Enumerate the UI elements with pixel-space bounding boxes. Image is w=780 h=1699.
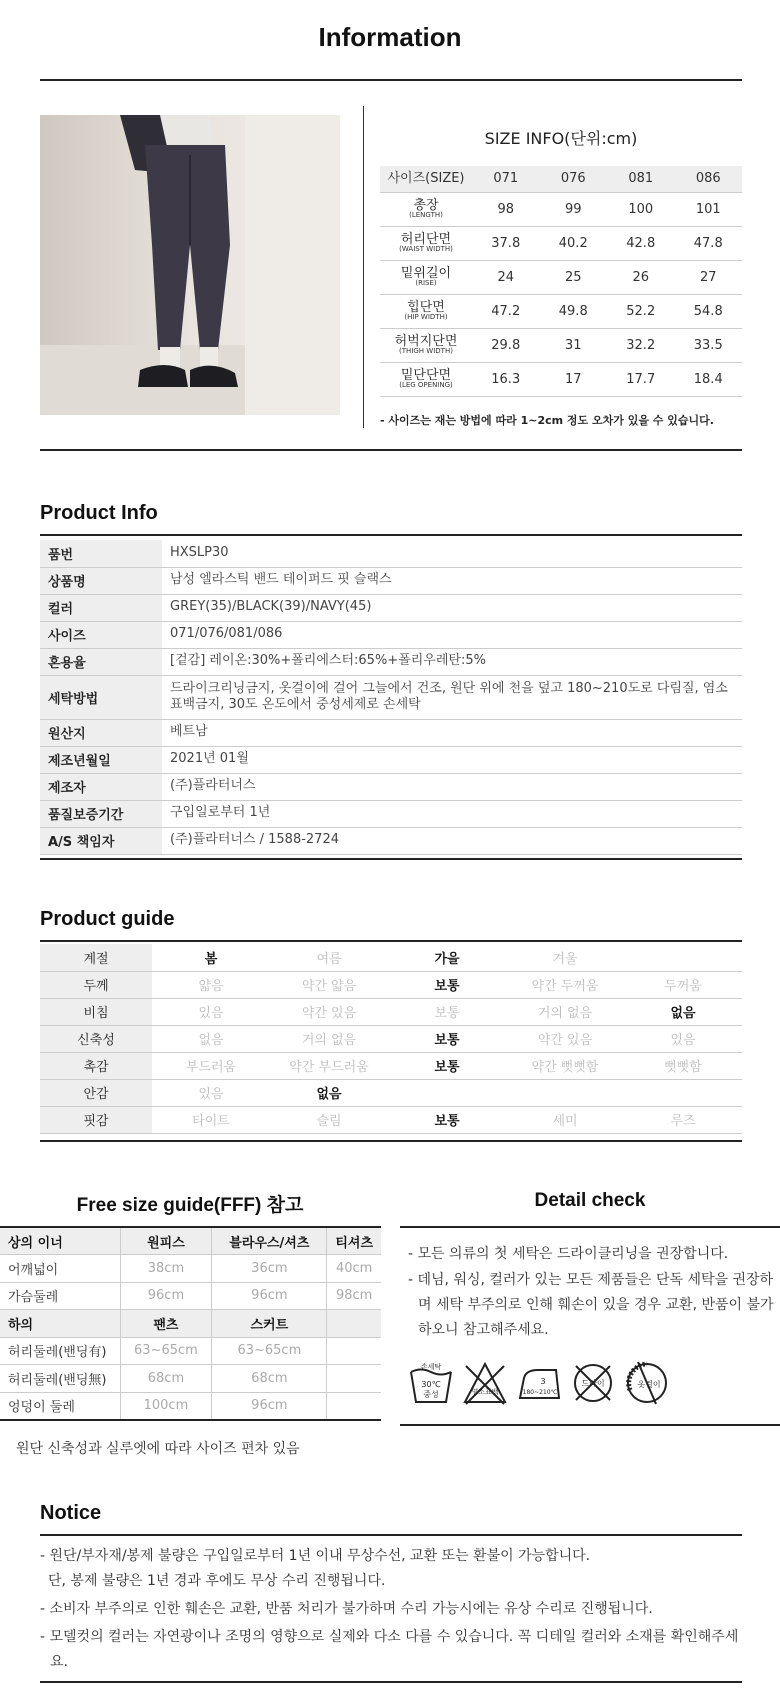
info-row bbox=[40, 594, 742, 621]
info-value: (주)플라터너스 / 1588-2724 bbox=[162, 827, 742, 854]
guide-row bbox=[40, 944, 742, 971]
size-row bbox=[380, 226, 742, 260]
guide-key: 신축성 bbox=[40, 1025, 152, 1052]
guide-key: 촉감 bbox=[40, 1052, 152, 1079]
divider bbox=[40, 940, 742, 942]
info-key: 제조년월일 bbox=[40, 746, 162, 773]
size-info-title: SIZE INFO(단위:cm) bbox=[484, 129, 638, 148]
size-row bbox=[380, 328, 742, 362]
size-value: 17.7 bbox=[607, 362, 675, 396]
size-col: 081 bbox=[607, 166, 675, 192]
info-value: 071/076/081/086 bbox=[162, 621, 742, 648]
size-value: 47.8 bbox=[675, 226, 743, 260]
free-size-value: 98cm bbox=[327, 1282, 381, 1310]
guide-option: 얇음 bbox=[152, 971, 270, 998]
free-size-value: 스커트 bbox=[212, 1310, 327, 1338]
free-size-table bbox=[0, 1226, 381, 1421]
divider bbox=[40, 1681, 742, 1683]
free-size-value: 96cm bbox=[212, 1392, 327, 1420]
info-row bbox=[40, 800, 742, 827]
free-size-label: 가슴둘레 bbox=[0, 1282, 120, 1310]
wash-label: 30℃ bbox=[421, 1380, 441, 1389]
free-size-row bbox=[0, 1365, 381, 1393]
free-size-title: Free size guide(FFF) 참고 bbox=[76, 1195, 304, 1216]
info-value: 구입일로부터 1년 bbox=[162, 800, 742, 827]
notice-item: - 원단/부자재/봉제 불량은 구입일로부터 1년 이내 무상수선, 교환 또는 환불이 가능합니다. bbox=[40, 1548, 591, 1564]
guide-option: 세미 bbox=[506, 1106, 624, 1133]
guide-option: 있음 bbox=[152, 998, 270, 1025]
free-size-value: 68cm bbox=[212, 1365, 327, 1393]
guide-key: 두께 bbox=[40, 971, 152, 998]
free-size-value: 블라우스/셔츠 bbox=[212, 1227, 327, 1255]
free-size-label: 허리둘레(밴딩有) bbox=[0, 1337, 120, 1365]
guide-option: 부드러움 bbox=[152, 1052, 270, 1079]
measure-label-en: (LENGTH) bbox=[409, 211, 443, 220]
guide-option: 약간 두꺼움 bbox=[506, 971, 624, 998]
info-value: 드라이크리닝금지, 옷걸이에 걸어 그늘에서 건조, 원단 위에 천을 덮고 180~210도로 다림질, 염소 표백금지, 30도 온도에서 중성세제로 손세탁 bbox=[162, 675, 742, 719]
guide-option bbox=[624, 944, 742, 971]
free-size-value: 36cm bbox=[212, 1255, 327, 1283]
divider bbox=[40, 449, 742, 451]
guide-option: 보통 bbox=[388, 1106, 506, 1133]
free-size-value bbox=[327, 1365, 381, 1393]
info-row bbox=[40, 648, 742, 675]
guide-option bbox=[506, 1079, 624, 1106]
measure-label-en: (RISE) bbox=[415, 279, 437, 288]
free-size-note: 원단 신축성과 실루엣에 따라 사이즈 편차 있음 bbox=[16, 1441, 300, 1457]
size-col: 071 bbox=[472, 166, 540, 192]
size-value: 49.8 bbox=[540, 294, 608, 328]
guide-key: 계절 bbox=[40, 944, 152, 971]
divider bbox=[40, 1140, 742, 1142]
notice-title: Notice bbox=[40, 1502, 102, 1524]
product-guide-title: Product guide bbox=[40, 908, 175, 930]
wash-label: 손세탁 bbox=[420, 1363, 442, 1371]
size-value: 54.8 bbox=[675, 294, 743, 328]
size-value: 31 bbox=[540, 328, 608, 362]
guide-option: 약간 부드러움 bbox=[270, 1052, 388, 1079]
measure-label: 밑위길이 bbox=[400, 265, 452, 281]
iron-icon bbox=[516, 1360, 562, 1406]
free-size-value bbox=[327, 1392, 381, 1420]
free-size-label: 엉덩이 둘레 bbox=[0, 1392, 120, 1420]
guide-option: 거의 없음 bbox=[506, 998, 624, 1025]
wash-label: 180~210℃ bbox=[522, 1389, 558, 1396]
free-size-header-row bbox=[0, 1310, 381, 1338]
guide-option bbox=[624, 1079, 742, 1106]
size-table bbox=[380, 166, 742, 397]
size-value: 26 bbox=[607, 260, 675, 294]
info-key: 품질보증기간 bbox=[40, 800, 162, 827]
free-size-label: 상의 이너 bbox=[0, 1227, 120, 1255]
info-row bbox=[40, 746, 742, 773]
product-guide-table bbox=[40, 944, 742, 1134]
guide-option: 없음 bbox=[624, 998, 742, 1025]
size-value: 32.2 bbox=[607, 328, 675, 362]
guide-option: 타이트 bbox=[152, 1106, 270, 1133]
free-size-value: 63~65cm bbox=[120, 1337, 212, 1365]
size-value: 40.2 bbox=[540, 226, 608, 260]
measure-label: 허리단면 bbox=[400, 231, 452, 247]
guide-option: 약간 있음 bbox=[270, 998, 388, 1025]
measure-label-en: (WAIST WIDTH) bbox=[399, 245, 453, 254]
information-title: Information bbox=[318, 22, 462, 52]
info-value: 남성 엘라스틱 밴드 테이퍼드 핏 슬랙스 bbox=[162, 567, 742, 594]
free-size-value bbox=[327, 1337, 381, 1365]
guide-option: 있음 bbox=[152, 1079, 270, 1106]
guide-row bbox=[40, 998, 742, 1025]
guide-option: 뻣뻣함 bbox=[624, 1052, 742, 1079]
free-size-value: 40cm bbox=[327, 1255, 381, 1283]
size-value: 27 bbox=[675, 260, 743, 294]
info-row bbox=[40, 719, 742, 746]
free-size-label: 어깨넓이 bbox=[0, 1255, 120, 1283]
size-col: 086 bbox=[675, 166, 743, 192]
free-size-row bbox=[0, 1392, 381, 1420]
free-size-row bbox=[0, 1337, 381, 1365]
free-size-label: 하의 bbox=[0, 1310, 120, 1338]
free-size-header-row bbox=[0, 1227, 381, 1255]
guide-option bbox=[388, 1079, 506, 1106]
free-size-value: 63~65cm bbox=[212, 1337, 327, 1365]
guide-option: 슬림 bbox=[270, 1106, 388, 1133]
free-size-value: 원피스 bbox=[120, 1227, 212, 1255]
info-key: 원산지 bbox=[40, 719, 162, 746]
size-value: 42.8 bbox=[607, 226, 675, 260]
free-size-value: 96cm bbox=[212, 1282, 327, 1310]
guide-option: 보통 bbox=[388, 998, 506, 1025]
size-header-label: 사이즈(SIZE) bbox=[380, 166, 472, 192]
size-value: 25 bbox=[540, 260, 608, 294]
wash-label: 염소표백 bbox=[471, 1388, 499, 1396]
guide-option: 루즈 bbox=[624, 1106, 742, 1133]
product-info-title: Product Info bbox=[40, 502, 158, 524]
info-row bbox=[40, 567, 742, 594]
info-value: 2021년 01월 bbox=[162, 746, 742, 773]
guide-row bbox=[40, 1079, 742, 1106]
wash-label: 드라이 bbox=[581, 1379, 605, 1388]
size-value: 17 bbox=[540, 362, 608, 396]
guide-row bbox=[40, 1025, 742, 1052]
size-value: 100 bbox=[607, 192, 675, 226]
info-key: 사이즈 bbox=[40, 621, 162, 648]
guide-option: 가을 bbox=[388, 944, 506, 971]
info-row bbox=[40, 540, 742, 567]
info-key: 상품명 bbox=[40, 567, 162, 594]
info-row bbox=[40, 773, 742, 800]
guide-key: 비침 bbox=[40, 998, 152, 1025]
vertical-divider bbox=[363, 106, 364, 428]
info-key: A/S 책임자 bbox=[40, 827, 162, 854]
size-row bbox=[380, 260, 742, 294]
free-size-label: 허리둘레(밴딩無) bbox=[0, 1365, 120, 1393]
guide-option: 보통 bbox=[388, 1052, 506, 1079]
measure-label: 총장 bbox=[413, 197, 439, 213]
info-value: [겉감] 레이온:30%+폴리에스터:65%+폴리우레탄:5% bbox=[162, 648, 742, 675]
guide-option: 없음 bbox=[152, 1025, 270, 1052]
wash-label: 옷걸이 bbox=[637, 1380, 661, 1389]
size-value: 16.3 bbox=[472, 362, 540, 396]
size-value: 29.8 bbox=[472, 328, 540, 362]
guide-option: 보통 bbox=[388, 1025, 506, 1052]
free-size-value: 38cm bbox=[120, 1255, 212, 1283]
size-value: 52.2 bbox=[607, 294, 675, 328]
guide-option: 약간 뻣뻣함 bbox=[506, 1052, 624, 1079]
detail-check-title: Detail check bbox=[534, 1190, 646, 1211]
guide-option: 두꺼움 bbox=[624, 971, 742, 998]
size-value: 47.2 bbox=[472, 294, 540, 328]
info-value: HXSLP30 bbox=[162, 540, 742, 567]
info-key: 세탁방법 bbox=[40, 675, 162, 719]
info-value: 베트남 bbox=[162, 719, 742, 746]
free-size-value: 68cm bbox=[120, 1365, 212, 1393]
free-size-value: 티셔츠 bbox=[327, 1227, 381, 1255]
guide-key: 핏감 bbox=[40, 1106, 152, 1133]
size-row bbox=[380, 362, 742, 396]
wash-label: 3 bbox=[540, 1377, 546, 1386]
guide-option: 겨울 bbox=[506, 944, 624, 971]
measure-label: 밑단단면 bbox=[400, 367, 452, 383]
free-size-row bbox=[0, 1255, 381, 1283]
guide-row bbox=[40, 1106, 742, 1133]
measure-label-en: (HIP WIDTH) bbox=[404, 313, 448, 322]
info-key: 컬러 bbox=[40, 594, 162, 621]
guide-option: 여름 bbox=[270, 944, 388, 971]
free-size-row bbox=[0, 1282, 381, 1310]
info-value: GREY(35)/BLACK(39)/NAVY(45) bbox=[162, 594, 742, 621]
guide-option: 없음 bbox=[270, 1079, 388, 1106]
measure-label: 힙단면 bbox=[407, 299, 445, 315]
detail-check-box bbox=[400, 1226, 780, 1426]
size-col: 076 bbox=[540, 166, 608, 192]
measure-label-en: (LEG OPENING) bbox=[399, 381, 453, 390]
free-size-value: 100cm bbox=[120, 1392, 212, 1420]
size-value: 37.8 bbox=[472, 226, 540, 260]
info-row bbox=[40, 827, 742, 854]
size-row bbox=[380, 294, 742, 328]
size-value: 98 bbox=[472, 192, 540, 226]
free-size-value: 96cm bbox=[120, 1282, 212, 1310]
size-row bbox=[380, 192, 742, 226]
hang-dry-icon bbox=[624, 1360, 670, 1406]
divider bbox=[40, 79, 742, 81]
size-note: - 사이즈는 재는 방법에 따라 1~2cm 정도 오차가 있을 수 있습니다. bbox=[380, 414, 714, 427]
divider bbox=[40, 1534, 742, 1536]
size-value: 99 bbox=[540, 192, 608, 226]
guide-option: 봄 bbox=[152, 944, 270, 971]
notice-item: - 소비자 부주의로 인한 훼손은 교환, 반품 처리가 불가하며 수리 가능시에는 유상 수리로 진행됩니다. bbox=[40, 1601, 653, 1617]
notice-item: 단, 봉제 불량은 1년 경과 후에도 무상 수리 진행됩니다. bbox=[48, 1573, 386, 1589]
info-value: (주)플라터너스 bbox=[162, 773, 742, 800]
guide-row bbox=[40, 971, 742, 998]
guide-option: 보통 bbox=[388, 971, 506, 998]
detail-check-item: - 데님, 워싱, 컬러가 있는 모든 제품들은 단독 세탁을 권장하며 세탁 부주의로 인해 훼손이 있을 경우 교환, 반품이 불가하오니 참고해주세요. bbox=[408, 1272, 774, 1338]
size-table-header bbox=[380, 166, 742, 192]
hand-wash-icon bbox=[408, 1360, 454, 1406]
model-photo-illustration bbox=[40, 115, 340, 415]
info-key: 혼용율 bbox=[40, 648, 162, 675]
notice-item: - 모델컷의 컬러는 자연광이나 조명의 영향으로 실제와 다소 다를 수 있습니다. 꼭 디테일 컬러와 소재를 확인해주세요. bbox=[40, 1629, 739, 1670]
info-row bbox=[40, 675, 742, 719]
product-photo bbox=[40, 115, 340, 415]
measure-label-en: (THIGH WIDTH) bbox=[399, 347, 453, 356]
guide-option: 약간 있음 bbox=[506, 1025, 624, 1052]
guide-row bbox=[40, 1052, 742, 1079]
free-size-value bbox=[327, 1310, 381, 1338]
divider bbox=[40, 534, 742, 536]
no-dryclean-icon bbox=[570, 1360, 616, 1406]
free-size-value: 팬츠 bbox=[120, 1310, 212, 1338]
size-value: 24 bbox=[472, 260, 540, 294]
size-value: 101 bbox=[675, 192, 743, 226]
info-row bbox=[40, 621, 742, 648]
no-bleach-icon bbox=[462, 1360, 508, 1406]
guide-option: 있음 bbox=[624, 1025, 742, 1052]
info-key: 제조자 bbox=[40, 773, 162, 800]
measure-label: 허벅지단면 bbox=[394, 333, 458, 349]
guide-key: 안감 bbox=[40, 1079, 152, 1106]
product-info-table bbox=[40, 540, 742, 855]
divider bbox=[40, 858, 742, 860]
size-value: 18.4 bbox=[675, 362, 743, 396]
wash-label: 중성 bbox=[423, 1390, 439, 1399]
info-key: 품번 bbox=[40, 540, 162, 567]
size-value: 33.5 bbox=[675, 328, 743, 362]
detail-check-item: - 모든 의류의 첫 세탁은 드라이클리닝을 권장합니다. bbox=[408, 1246, 729, 1262]
guide-option: 거의 없음 bbox=[270, 1025, 388, 1052]
guide-option: 약간 얇음 bbox=[270, 971, 388, 998]
